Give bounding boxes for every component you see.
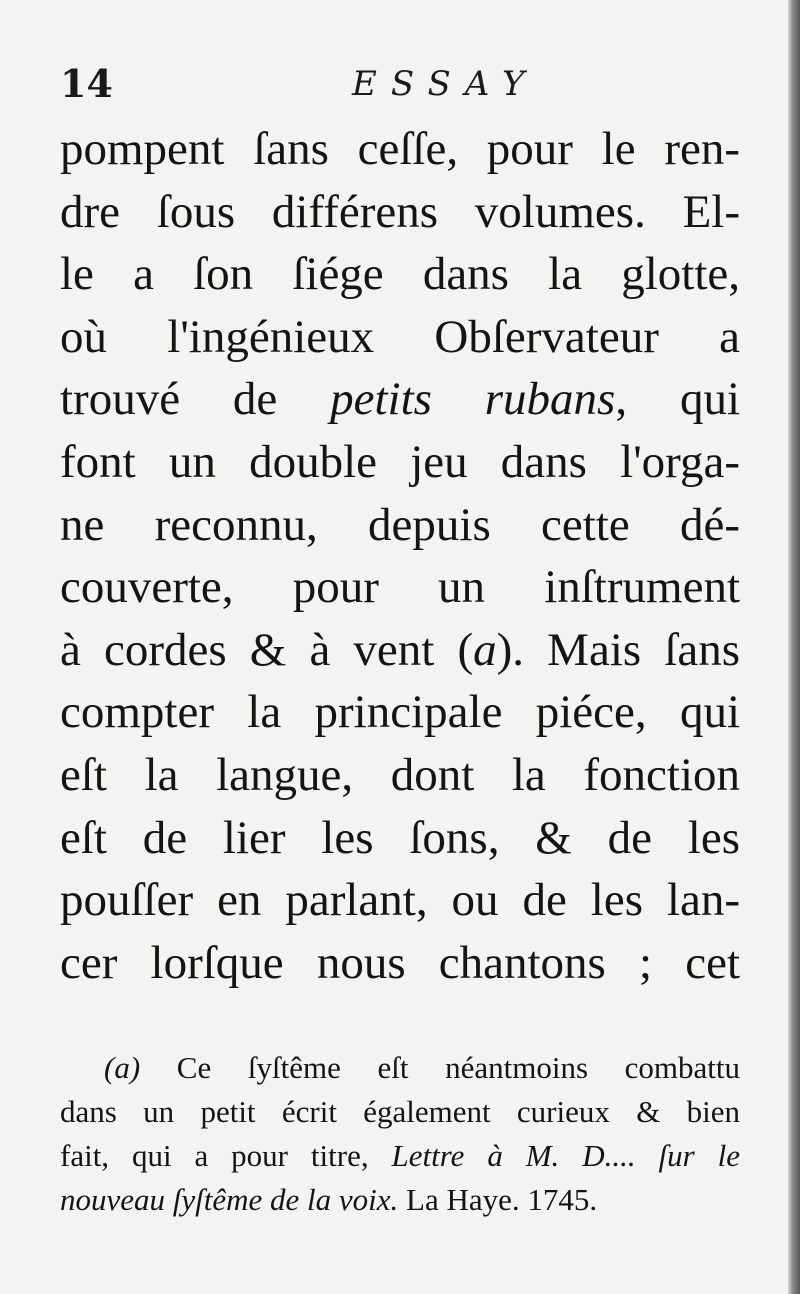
text-line: où l'ingénieux Obſervateur a <box>60 310 740 363</box>
text-line: eſt de lier les ſons, & de les <box>60 811 740 864</box>
text-line: eſt la langue, dont la fonction <box>60 748 740 801</box>
footnote-reference: a <box>473 623 497 676</box>
text-line: pompent ſans ceſſe, pour le ren- <box>60 123 740 175</box>
text-line: le a ſon ſiége dans la glotte, <box>60 248 740 301</box>
running-title: ESSAY <box>352 64 539 104</box>
text-line <box>60 368 740 431</box>
cited-title: Lettre à M. D.... ſur le <box>391 1138 740 1173</box>
footnote-line <box>60 1178 740 1222</box>
text-line: ne reconnu, depuis cette dé- <box>60 498 740 551</box>
text-segment: Ce ſyſtême eſt néantmoins combattu <box>176 1050 741 1085</box>
footnote-line <box>60 1134 740 1178</box>
footnote-line <box>60 1046 740 1090</box>
page-header <box>60 62 740 106</box>
page-number: 14 <box>60 61 113 106</box>
footnote-line: dans un petit écrit également curieux & bien <box>60 1094 740 1129</box>
text-segment: fait, qui a pour titre, <box>60 1138 392 1173</box>
footnote-marker: (a) <box>104 1050 141 1085</box>
page-edge-shadow <box>788 0 800 1294</box>
italic-term: petits rubans <box>330 373 616 426</box>
text-segment: ). Mais ſans <box>496 623 740 676</box>
cited-title: nouveau ſyſtême de la voix. <box>60 1182 399 1217</box>
text-line <box>60 619 740 682</box>
text-segment: à cordes & à vent ( <box>60 623 474 676</box>
text-line: cer lorſque nous chantons ; cet <box>60 936 740 989</box>
text-line: couverte, pour un inſtrument <box>60 561 740 614</box>
text-segment: , qui <box>615 373 740 426</box>
text-line: dre ſous différens volumes. El- <box>60 185 740 238</box>
text-segment: trouvé de <box>60 373 331 426</box>
text-line: font un double jeu dans l'orga- <box>60 435 740 488</box>
text-line: compter la principale piéce, qui <box>60 686 740 739</box>
main-text <box>60 118 740 994</box>
text-segment: La Haye. 1745. <box>398 1182 598 1217</box>
footnote <box>60 1046 740 1222</box>
text-line: pouſſer en parlant, ou de les lan- <box>60 874 740 927</box>
